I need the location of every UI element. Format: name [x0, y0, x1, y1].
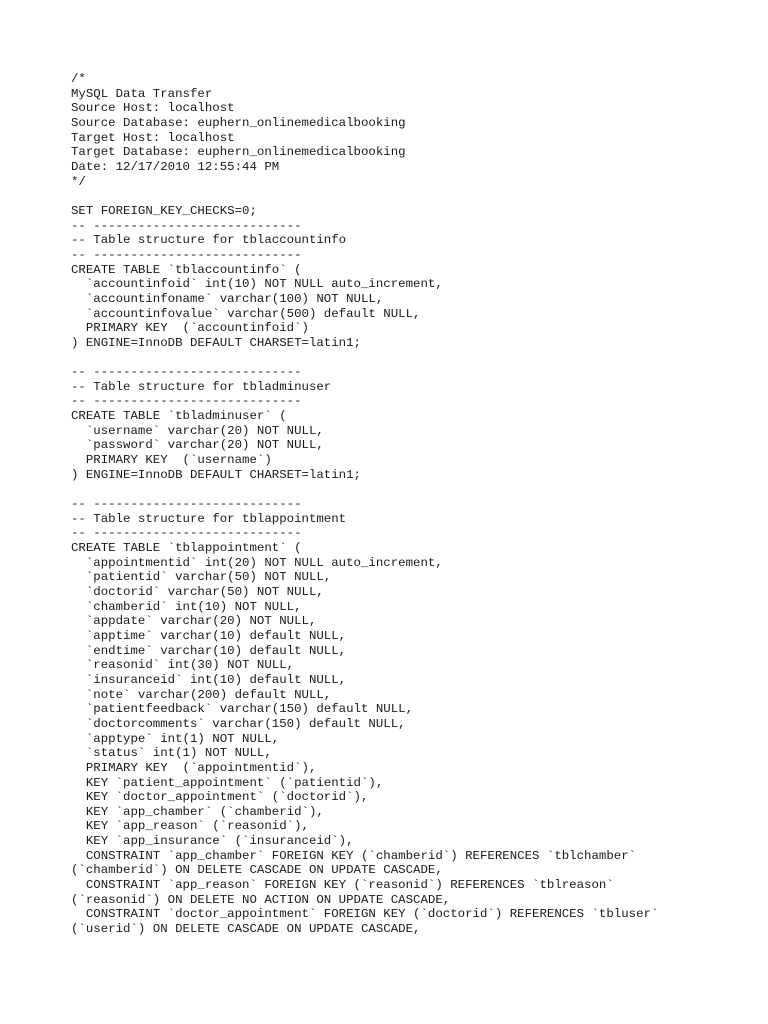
code-line: `apptime` varchar(10) default NULL,: [71, 628, 347, 643]
code-line: -- Table structure for tblappointment: [71, 511, 347, 526]
code-line: `insuranceid` int(10) default NULL,: [71, 672, 347, 687]
code-line: [71, 350, 751, 365]
code-line: `endtime` varchar(10) default NULL,: [71, 643, 347, 658]
code-line: Source Database: euphern_onlinemedicalbooking: [71, 115, 406, 130]
code-line: `reasonid` int(30) NOT NULL,: [71, 658, 295, 673]
code-line: KEY `app_insurance` (`insuranceid`),: [71, 834, 354, 849]
code-line: PRIMARY KEY (`accountinfoid`): [71, 321, 309, 336]
code-line: CREATE TABLE `tbladminuser` (: [71, 409, 287, 424]
code-line: (`userid`) ON DELETE CASCADE ON UPDATE CASCADE,: [71, 922, 421, 937]
code-line: -- ----------------------------: [71, 497, 302, 512]
code-line: -- ----------------------------: [71, 365, 302, 380]
code-line: `accountinfoname` varchar(100) NOT NULL,: [71, 291, 384, 306]
code-line: CONSTRAINT `doctor_appointment` FOREIGN KEY (`doctorid`) REFERENCES `tbluser`: [71, 907, 659, 922]
code-line: `accountinfovalue` varchar(500) default NULL,: [71, 306, 421, 321]
code-line: `doctorcomments` varchar(150) default NULL,: [71, 716, 406, 731]
code-line: ) ENGINE=InnoDB DEFAULT CHARSET=latin1;: [71, 335, 361, 350]
code-line: KEY `app_chamber` (`chamberid`),: [71, 804, 324, 819]
code-line: `appdate` varchar(20) NOT NULL,: [71, 614, 317, 629]
code-line: CONSTRAINT `app_reason` FOREIGN KEY (`reasonid`) REFERENCES `tblreason`: [71, 878, 614, 893]
code-line: (`chamberid`) ON DELETE CASCADE ON UPDATE CASCADE,: [71, 863, 443, 878]
code-line: CREATE TABLE `tblaccountinfo` (: [71, 262, 302, 277]
code-line: `chamberid` int(10) NOT NULL,: [71, 599, 302, 614]
code-line: -- Table structure for tblaccountinfo: [71, 233, 347, 248]
code-line: Target Database: euphern_onlinemedicalbooking: [71, 145, 406, 160]
code-line: `password` varchar(20) NOT NULL,: [71, 438, 324, 453]
code-line: ) ENGINE=InnoDB DEFAULT CHARSET=latin1;: [71, 467, 361, 482]
code-line: SET FOREIGN_KEY_CHECKS=0;: [71, 203, 257, 218]
code-line: CONSTRAINT `app_chamber` FOREIGN KEY (`chamberid`) REFERENCES `tblchamber`: [71, 848, 637, 863]
code-line: -- ----------------------------: [71, 218, 302, 233]
code-line: Target Host: localhost: [71, 130, 235, 145]
code-line: -- ----------------------------: [71, 394, 302, 409]
code-line: /*: [71, 72, 86, 86]
code-line: (`reasonid`) ON DELETE NO ACTION ON UPDATE CASCADE,: [71, 892, 451, 907]
code-line: MySQL Data Transfer: [71, 86, 213, 101]
code-line: PRIMARY KEY (`appointmentid`),: [71, 760, 317, 775]
code-line: [71, 189, 751, 204]
code-line: */: [71, 174, 86, 189]
code-line: -- ----------------------------: [71, 247, 302, 262]
sql-document: [71, 72, 751, 937]
code-line: `appointmentid` int(20) NOT NULL auto_increment,: [71, 555, 443, 570]
code-line: PRIMARY KEY (`username`): [71, 453, 272, 468]
code-line: `doctorid` varchar(50) NOT NULL,: [71, 584, 324, 599]
code-line: KEY `app_reason` (`reasonid`),: [71, 819, 309, 834]
code-line: `username` varchar(20) NOT NULL,: [71, 423, 324, 438]
code-line: `apptype` int(1) NOT NULL,: [71, 731, 280, 746]
code-line: `patientfeedback` varchar(150) default NULL,: [71, 702, 414, 717]
code-line: Source Host: localhost: [71, 101, 235, 116]
code-line: [71, 482, 751, 497]
code-line: `note` varchar(200) default NULL,: [71, 687, 332, 702]
code-line: `accountinfoid` int(10) NOT NULL auto_increment,: [71, 277, 443, 292]
code-line: `patientid` varchar(50) NOT NULL,: [71, 570, 332, 585]
code-line: Date: 12/17/2010 12:55:44 PM: [71, 159, 280, 174]
code-line: `status` int(1) NOT NULL,: [71, 746, 272, 761]
code-line: -- Table structure for tbladminuser: [71, 379, 332, 394]
code-line: KEY `doctor_appointment` (`doctorid`),: [71, 790, 369, 805]
code-line: CREATE TABLE `tblappointment` (: [71, 541, 302, 555]
code-line: KEY `patient_appointment` (`patientid`),: [71, 775, 384, 790]
code-line: -- ----------------------------: [71, 526, 302, 541]
